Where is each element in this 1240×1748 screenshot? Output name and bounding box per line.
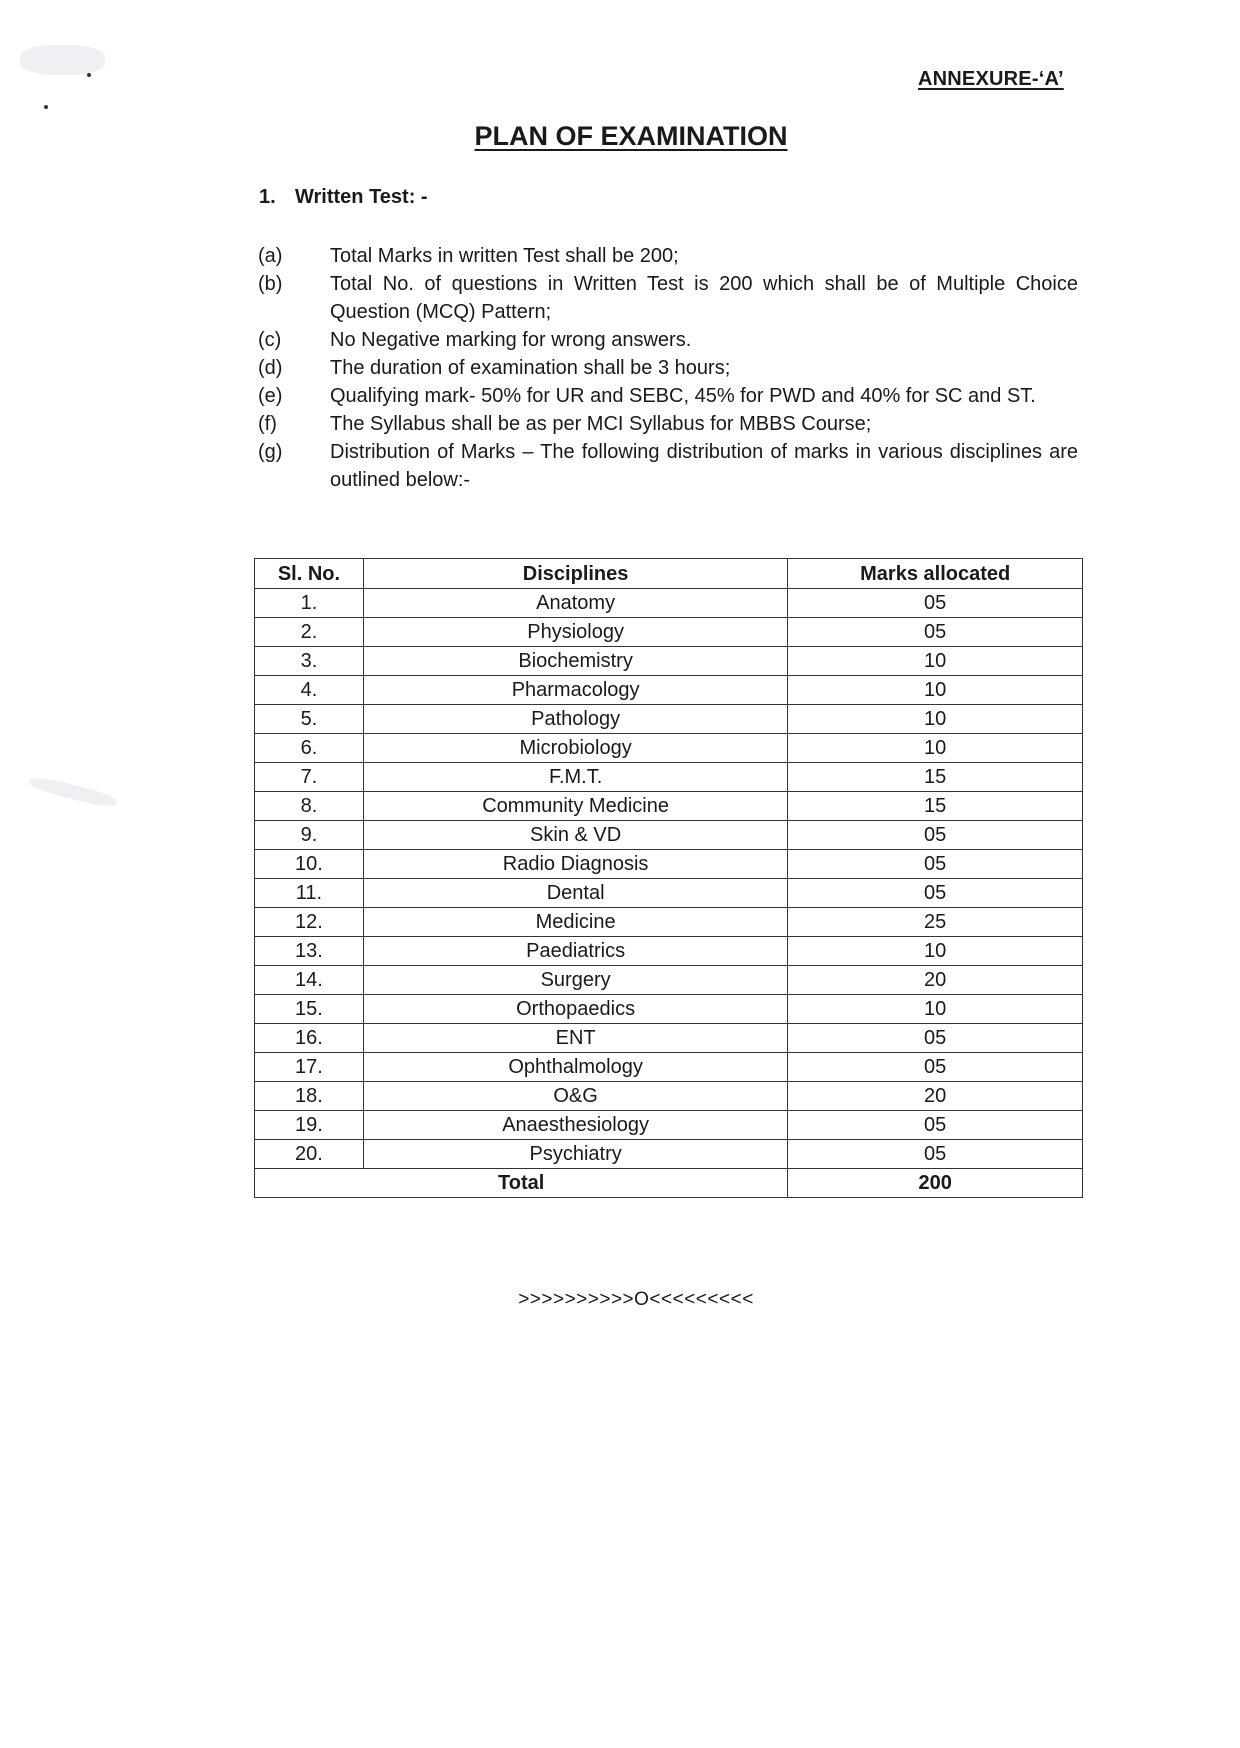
cell-marks: 05 [788, 1024, 1083, 1053]
rule-label: (d) [258, 357, 283, 379]
cell-sl-no: 17. [255, 1053, 364, 1082]
rule-item [258, 354, 1078, 382]
table-row [255, 937, 1083, 966]
cell-discipline: Paediatrics [363, 937, 788, 966]
column-header-sl-no: Sl. No. [255, 559, 364, 589]
rule-text: Qualifying mark- 50% for UR and SEBC, 45% for PWD and 40% for SC and ST. [330, 385, 1036, 407]
rule-text: The duration of examination shall be 3 hours; [330, 357, 731, 379]
table-row [255, 705, 1083, 734]
table-row [255, 1140, 1083, 1169]
cell-discipline: Radio Diagnosis [363, 850, 788, 879]
cell-sl-no: 12. [255, 908, 364, 937]
table-row [255, 763, 1083, 792]
cell-discipline: Pharmacology [363, 676, 788, 705]
cell-marks: 05 [788, 850, 1083, 879]
table-row [255, 850, 1083, 879]
rule-item [258, 410, 1078, 438]
cell-sl-no: 2. [255, 618, 364, 647]
cell-discipline: Biochemistry [363, 647, 788, 676]
scan-smudge [20, 45, 105, 75]
cell-discipline: Community Medicine [363, 792, 788, 821]
scan-smudge [28, 774, 119, 809]
cell-sl-no: 18. [255, 1082, 364, 1111]
table-row [255, 966, 1083, 995]
cell-marks: 05 [788, 1053, 1083, 1082]
section-heading-text: Written Test: - [295, 186, 428, 208]
cell-discipline: Medicine [363, 908, 788, 937]
cell-marks: 20 [788, 966, 1083, 995]
cell-discipline: Anatomy [363, 589, 788, 618]
cell-discipline: Pathology [363, 705, 788, 734]
rule-item [258, 438, 1078, 494]
cell-discipline: O&G [363, 1082, 788, 1111]
table-row [255, 1024, 1083, 1053]
table-row [255, 618, 1083, 647]
rule-text: Total Marks in written Test shall be 200; [330, 245, 679, 267]
cell-discipline: Psychiatry [363, 1140, 788, 1169]
cell-marks: 10 [788, 937, 1083, 966]
cell-discipline: Orthopaedics [363, 995, 788, 1024]
annexure-label: ANNEXURE-‘A’ [918, 68, 1064, 90]
cell-discipline: Skin & VD [363, 821, 788, 850]
table-row [255, 879, 1083, 908]
cell-marks: 05 [788, 879, 1083, 908]
cell-marks: 10 [788, 647, 1083, 676]
rule-item [258, 242, 1078, 270]
cell-sl-no: 13. [255, 937, 364, 966]
table-row [255, 792, 1083, 821]
rule-label: (c) [258, 329, 282, 351]
cell-sl-no: 5. [255, 705, 364, 734]
table-row [255, 676, 1083, 705]
cell-marks: 05 [788, 618, 1083, 647]
scan-dot [44, 105, 48, 109]
rule-text: The Syllabus shall be as per MCI Syllabus for MBBS Course; [330, 413, 872, 435]
table-row [255, 1111, 1083, 1140]
cell-sl-no: 1. [255, 589, 364, 618]
cell-marks: 10 [788, 676, 1083, 705]
cell-sl-no: 15. [255, 995, 364, 1024]
table-row [255, 1053, 1083, 1082]
page-title: PLAN OF EXAMINATION [474, 121, 788, 151]
cell-marks: 05 [788, 589, 1083, 618]
cell-marks: 05 [788, 1140, 1083, 1169]
cell-sl-no: 20. [255, 1140, 364, 1169]
cell-marks: 10 [788, 734, 1083, 763]
cell-sl-no: 6. [255, 734, 364, 763]
rule-item [258, 326, 1078, 354]
cell-discipline: F.M.T. [363, 763, 788, 792]
cell-discipline: Physiology [363, 618, 788, 647]
rule-item [258, 382, 1078, 410]
rule-text: Distribution of Marks – The following distribution of marks in various disciplines are outlined below:- [330, 441, 1078, 491]
cell-discipline: ENT [363, 1024, 788, 1053]
rules-list [258, 242, 1078, 494]
table-row [255, 589, 1083, 618]
cell-sl-no: 11. [255, 879, 364, 908]
cell-marks: 10 [788, 705, 1083, 734]
column-header-disciplines: Disciplines [363, 559, 788, 589]
marks-distribution-table [254, 558, 1083, 1198]
cell-sl-no: 16. [255, 1024, 364, 1053]
cell-marks: 15 [788, 763, 1083, 792]
cell-marks: 15 [788, 792, 1083, 821]
table-row [255, 995, 1083, 1024]
cell-sl-no: 10. [255, 850, 364, 879]
rule-label: (a) [258, 245, 283, 267]
table-row [255, 908, 1083, 937]
table-row [255, 1082, 1083, 1111]
table-row [255, 647, 1083, 676]
cell-sl-no: 19. [255, 1111, 364, 1140]
cell-sl-no: 7. [255, 763, 364, 792]
table-row [255, 734, 1083, 763]
cell-sl-no: 8. [255, 792, 364, 821]
end-of-document-mark: >>>>>>>>>>O<<<<<<<<< [518, 1289, 754, 1310]
table-row [255, 821, 1083, 850]
cell-sl-no: 3. [255, 647, 364, 676]
cell-sl-no: 9. [255, 821, 364, 850]
cell-sl-no: 4. [255, 676, 364, 705]
rule-label: (e) [258, 385, 283, 407]
total-label: Total [255, 1169, 788, 1198]
cell-discipline: Microbiology [363, 734, 788, 763]
cell-marks: 20 [788, 1082, 1083, 1111]
cell-discipline: Surgery [363, 966, 788, 995]
cell-marks: 05 [788, 821, 1083, 850]
section-heading [259, 186, 428, 209]
cell-marks: 10 [788, 995, 1083, 1024]
scan-dot [87, 73, 91, 77]
cell-marks: 05 [788, 1111, 1083, 1140]
rule-item [258, 270, 1078, 326]
rule-label: (b) [258, 273, 283, 295]
cell-sl-no: 14. [255, 966, 364, 995]
table-total-row [255, 1169, 1083, 1198]
table-header-row [255, 559, 1083, 589]
total-value: 200 [788, 1169, 1083, 1198]
cell-discipline: Ophthalmology [363, 1053, 788, 1082]
section-number: 1. [259, 186, 276, 208]
cell-marks: 25 [788, 908, 1083, 937]
rule-label: (g) [258, 441, 283, 463]
cell-discipline: Dental [363, 879, 788, 908]
column-header-marks: Marks allocated [788, 559, 1083, 589]
rule-text: No Negative marking for wrong answers. [330, 329, 692, 351]
rule-text: Total No. of questions in Written Test is 200 which shall be of Multiple Choice Question (MCQ) Pattern; [330, 273, 1078, 323]
cell-discipline: Anaesthesiology [363, 1111, 788, 1140]
rule-label: (f) [258, 413, 277, 435]
